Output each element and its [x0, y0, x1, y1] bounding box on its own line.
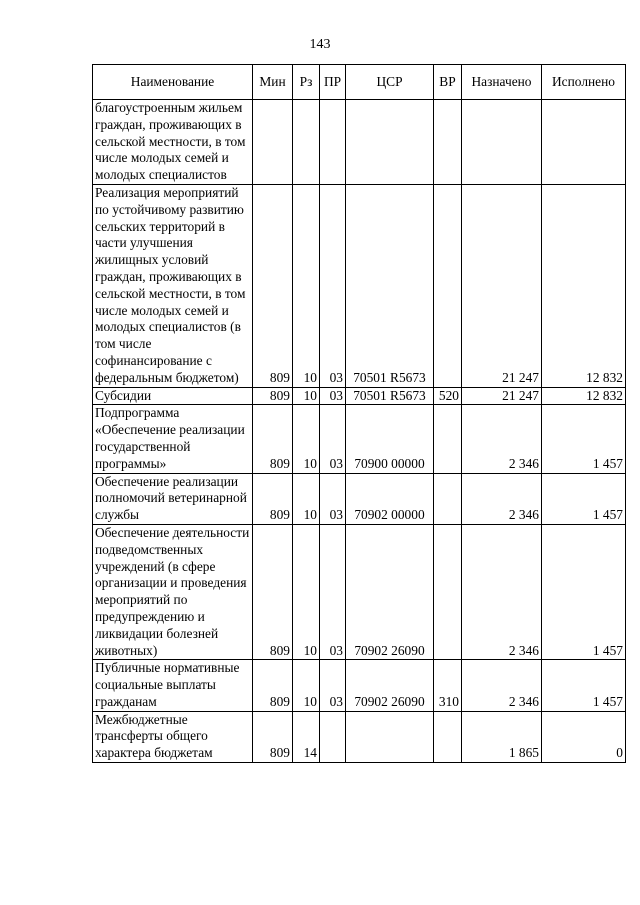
row-vr: 310 — [434, 660, 462, 711]
row-assigned: 2 346 — [462, 473, 542, 524]
row-csr: 70501 R5673 — [346, 184, 434, 387]
table-row — [93, 711, 626, 762]
row-csr: 70501 R5673 — [346, 387, 434, 405]
row-rz: 14 — [293, 711, 320, 762]
row-csr — [346, 711, 434, 762]
page-number: 143 — [309, 37, 331, 52]
header-min: Мин — [253, 65, 293, 100]
row-executed: 0 — [542, 711, 626, 762]
header-pr: ПР — [320, 65, 346, 100]
row-vr — [434, 473, 462, 524]
row-vr — [434, 711, 462, 762]
row-vr: 520 — [434, 387, 462, 405]
row-min: 809 — [253, 184, 293, 387]
header-name: Наименование — [93, 65, 253, 100]
row-assigned: 1 865 — [462, 711, 542, 762]
row-name: Подпрограмма «Обеспечение реализации государственной программы» — [93, 405, 253, 473]
row-executed: 1 457 — [542, 660, 626, 711]
row-min — [253, 100, 293, 185]
row-csr: 70902 26090 — [346, 660, 434, 711]
row-csr: 70902 26090 — [346, 524, 434, 659]
row-pr — [320, 100, 346, 185]
table-row — [93, 405, 626, 473]
header-csr: ЦСР — [346, 65, 434, 100]
row-name: Субсидии — [93, 387, 253, 405]
row-csr: 70902 00000 — [346, 473, 434, 524]
row-executed: 1 457 — [542, 473, 626, 524]
row-vr — [434, 405, 462, 473]
row-name: Межбюджетные трансферты общего характера бюджетам — [93, 711, 253, 762]
row-assigned: 21 247 — [462, 387, 542, 405]
row-rz: 10 — [293, 387, 320, 405]
row-pr: 03 — [320, 660, 346, 711]
row-vr — [434, 524, 462, 659]
table-row — [93, 524, 626, 659]
row-rz: 10 — [293, 405, 320, 473]
row-name: Обеспечение реализации полномочий ветеринарной службы — [93, 473, 253, 524]
row-pr — [320, 711, 346, 762]
row-executed: 1 457 — [542, 524, 626, 659]
row-pr: 03 — [320, 184, 346, 387]
row-min: 809 — [253, 473, 293, 524]
budget-table — [92, 64, 626, 763]
row-executed: 12 832 — [542, 184, 626, 387]
row-executed — [542, 100, 626, 185]
row-rz: 10 — [293, 524, 320, 659]
table-row — [93, 473, 626, 524]
table-row — [93, 387, 626, 405]
row-assigned: 2 346 — [462, 660, 542, 711]
row-executed: 12 832 — [542, 387, 626, 405]
header-rz: Рз — [293, 65, 320, 100]
row-rz: 10 — [293, 660, 320, 711]
row-rz — [293, 100, 320, 185]
header-executed: Исполнено — [542, 65, 626, 100]
table-header-row — [93, 65, 626, 100]
row-name: благоустроенным жильем граждан, проживающих в сельской местности, в том числе молодых семей и молодых специалистов — [93, 100, 253, 185]
table-row — [93, 184, 626, 387]
row-assigned — [462, 100, 542, 185]
row-vr — [434, 100, 462, 185]
row-min: 809 — [253, 524, 293, 659]
row-csr — [346, 100, 434, 185]
row-assigned: 2 346 — [462, 524, 542, 659]
row-vr — [434, 184, 462, 387]
row-pr: 03 — [320, 524, 346, 659]
row-name: Публичные нормативные социальные выплаты гражданам — [93, 660, 253, 711]
row-executed: 1 457 — [542, 405, 626, 473]
row-pr: 03 — [320, 387, 346, 405]
row-assigned: 2 346 — [462, 405, 542, 473]
row-rz: 10 — [293, 473, 320, 524]
row-rz: 10 — [293, 184, 320, 387]
row-pr: 03 — [320, 473, 346, 524]
row-min: 809 — [253, 660, 293, 711]
row-min: 809 — [253, 405, 293, 473]
row-assigned: 21 247 — [462, 184, 542, 387]
table-row — [93, 100, 626, 185]
table-row — [93, 660, 626, 711]
row-name: Реализация мероприятий по устойчивому развитию сельских территорий в части улучшения жилищных условий граждан, проживающих в сельской местности, в том числе молодых семей и молодых специалистов (в том числе софинансирование с федеральным бюджетом) — [93, 184, 253, 387]
row-name: Обеспечение деятельности подведомственных учреждений (в сфере организации и проведения мероприятий по предупреждению и ликвидации болезней животных) — [93, 524, 253, 659]
header-vr: ВР — [434, 65, 462, 100]
row-pr: 03 — [320, 405, 346, 473]
row-csr: 70900 00000 — [346, 405, 434, 473]
header-assigned: Назначено — [462, 65, 542, 100]
row-min: 809 — [253, 387, 293, 405]
row-min: 809 — [253, 711, 293, 762]
